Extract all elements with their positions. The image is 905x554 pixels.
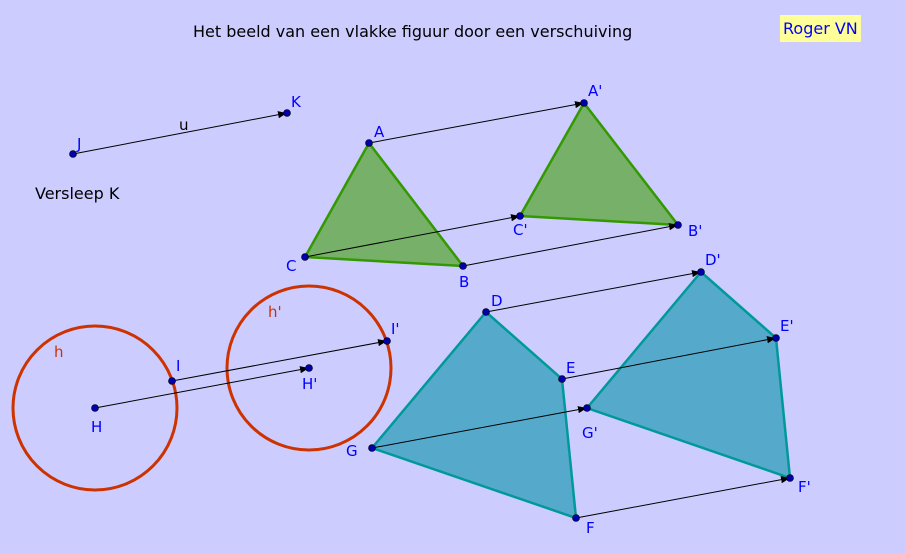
point-c[interactable] bbox=[302, 254, 309, 261]
point-e[interactable] bbox=[559, 376, 566, 383]
point-b[interactable] bbox=[460, 263, 467, 270]
label-g: G bbox=[346, 442, 358, 460]
point-f[interactable] bbox=[573, 515, 580, 522]
vector-i bbox=[172, 341, 387, 381]
label-g-image: G' bbox=[582, 424, 598, 442]
point-h-image[interactable] bbox=[306, 365, 313, 372]
point-f-image[interactable] bbox=[787, 475, 794, 482]
triangle-abc[interactable] bbox=[305, 143, 463, 266]
label-i-image: I' bbox=[391, 320, 400, 338]
instruction-text: Versleep K bbox=[35, 184, 120, 203]
point-k[interactable] bbox=[284, 110, 291, 117]
vector-d bbox=[486, 272, 701, 312]
label-circle-h: h bbox=[54, 343, 64, 361]
label-j: J bbox=[77, 135, 82, 153]
vector-f bbox=[576, 478, 790, 518]
point-g-image[interactable] bbox=[584, 405, 591, 412]
point-a-image[interactable] bbox=[581, 100, 588, 107]
label-d-image: D' bbox=[705, 251, 721, 269]
label-e: E bbox=[566, 359, 576, 377]
label-f-image: F' bbox=[798, 478, 811, 496]
label-circle-h-image: h' bbox=[268, 303, 282, 321]
quad-defg[interactable] bbox=[372, 312, 576, 518]
point-a[interactable] bbox=[366, 140, 373, 147]
page-title: Het beeld van een vlakke figuur door een verschuiving bbox=[193, 22, 633, 41]
label-d: D bbox=[491, 292, 503, 310]
label-e-image: E' bbox=[780, 317, 794, 335]
point-b-image[interactable] bbox=[675, 222, 682, 229]
point-d-image[interactable] bbox=[698, 269, 705, 276]
quad-image[interactable] bbox=[587, 272, 790, 478]
label-a: A bbox=[374, 123, 385, 141]
point-c-image[interactable] bbox=[517, 213, 524, 220]
label-f: F bbox=[586, 519, 595, 537]
label-b-image: B' bbox=[688, 222, 703, 240]
label-h-image: H' bbox=[302, 375, 318, 393]
point-j[interactable] bbox=[70, 151, 77, 158]
label-c-image: C' bbox=[513, 221, 528, 239]
point-d[interactable] bbox=[483, 309, 490, 316]
point-e-image[interactable] bbox=[773, 335, 780, 342]
point-h[interactable] bbox=[92, 405, 99, 412]
point-i-image[interactable] bbox=[384, 338, 391, 345]
author-badge: Roger VN bbox=[780, 15, 861, 42]
label-b: B bbox=[459, 273, 470, 291]
point-i[interactable] bbox=[169, 378, 176, 385]
label-c: C bbox=[286, 257, 297, 275]
label-k: K bbox=[291, 93, 301, 111]
vector-h bbox=[95, 368, 309, 408]
label-vector-u: u bbox=[179, 116, 189, 134]
vector-b bbox=[463, 225, 678, 266]
vector-a bbox=[369, 103, 584, 143]
triangle-image[interactable] bbox=[520, 103, 678, 225]
point-g[interactable] bbox=[369, 445, 376, 452]
label-i: I bbox=[176, 357, 181, 375]
label-h: H bbox=[91, 418, 103, 436]
label-a-image: A' bbox=[588, 82, 603, 100]
